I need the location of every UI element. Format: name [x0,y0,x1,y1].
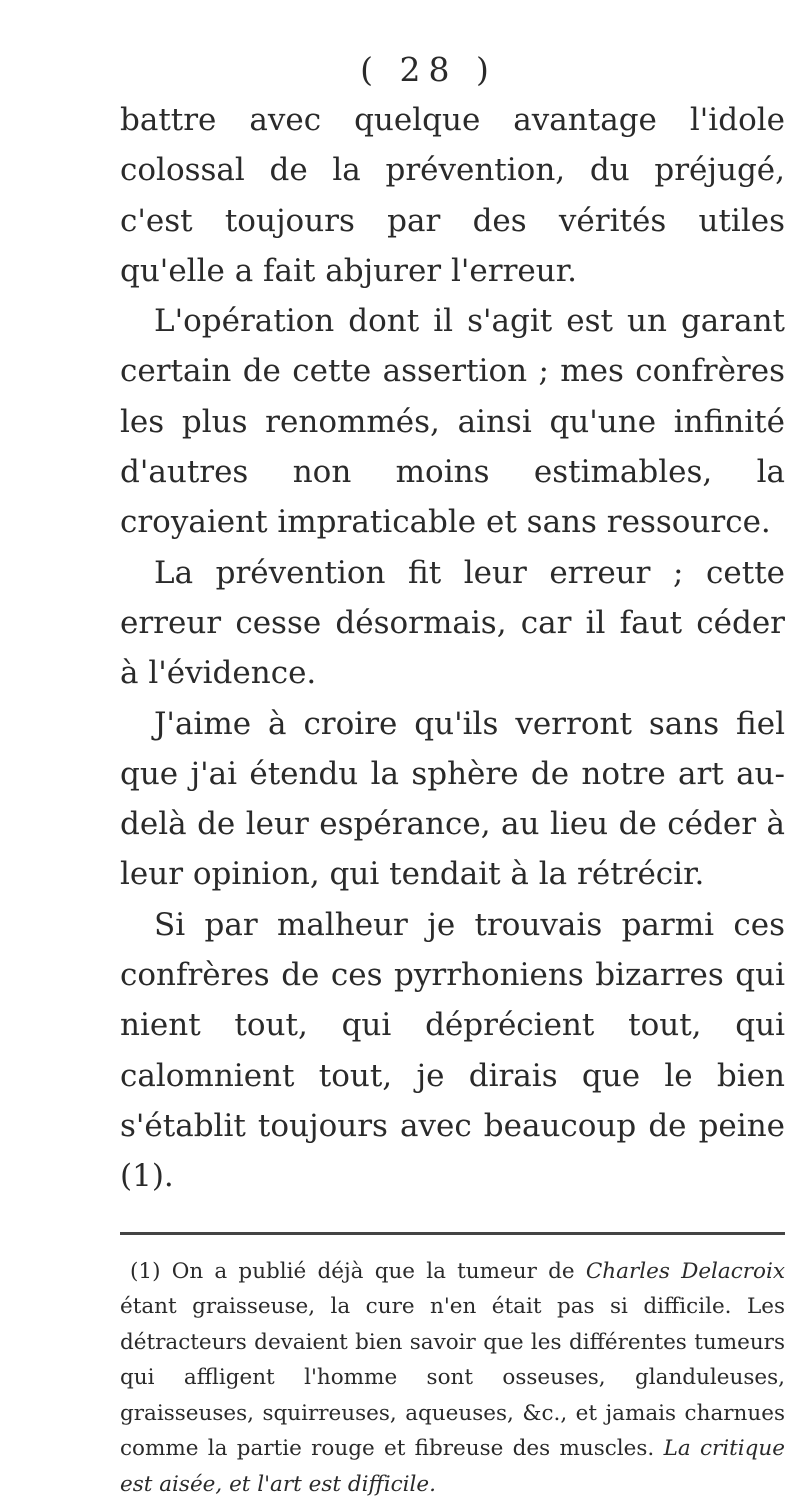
main-text [120,95,785,1202]
page-number: ( 28 ) [360,50,497,89]
footnote-divider [120,1232,785,1235]
footnote-text-2: étant graisseuse, la cure n'en était pas si difficile. Les détracteurs devaient bien savoir que les différentes tumeurs qui affligent l'homme sont osseuses, glanduleuses, graisseuses, squirreuses, aqueuses, &c., et jamais charnues comme la partie rouge et fibreuse des muscles. [120,1294,785,1462]
paragraph-4: J'aime à croire qu'ils verront sans fiel que j'ai étendu la sphère de notre art au-delà de leur espérance, au lieu de céder à leur opinion, qui tendait à la rétrécir. [120,705,785,893]
paragraph-5: Si par malheur je trouvais parmi ces confrères de ces pyrrhoniens bizarres qui nient tout, qui déprécient tout, qui calomnient tout, je dirais que le bien s'établit toujours avec beaucoup de peine (1). [120,906,785,1195]
footnote-quote: La critique est aisée, et l'art est difficile. [120,1436,785,1497]
footnote [120,1254,785,1502]
footnote-text-1: On a publié déjà que la tumeur de [160,1258,586,1284]
document-page [120,50,785,1502]
footnote-marker: (1) [130,1258,161,1284]
paragraph-2: L'opération dont il s'agit est un garant certain de cette assertion ; mes confrères les plus renommés, ainsi qu'une infinité d'autres non moins estimables, la croyaient impraticable et sans ressource. [120,303,785,541]
paragraph-3: La prévention fit leur erreur ; cette erreur cesse désormais, car il faut céder à l'évidence. [120,554,785,692]
paragraph-1: battre avec quelque avantage l'idole colossal de la prévention, du préjugé, c'est toujours par des vérités utiles qu'elle a fait abjurer l'erreur. [120,102,785,289]
footnote-name: Charles Delacroix [585,1258,785,1284]
